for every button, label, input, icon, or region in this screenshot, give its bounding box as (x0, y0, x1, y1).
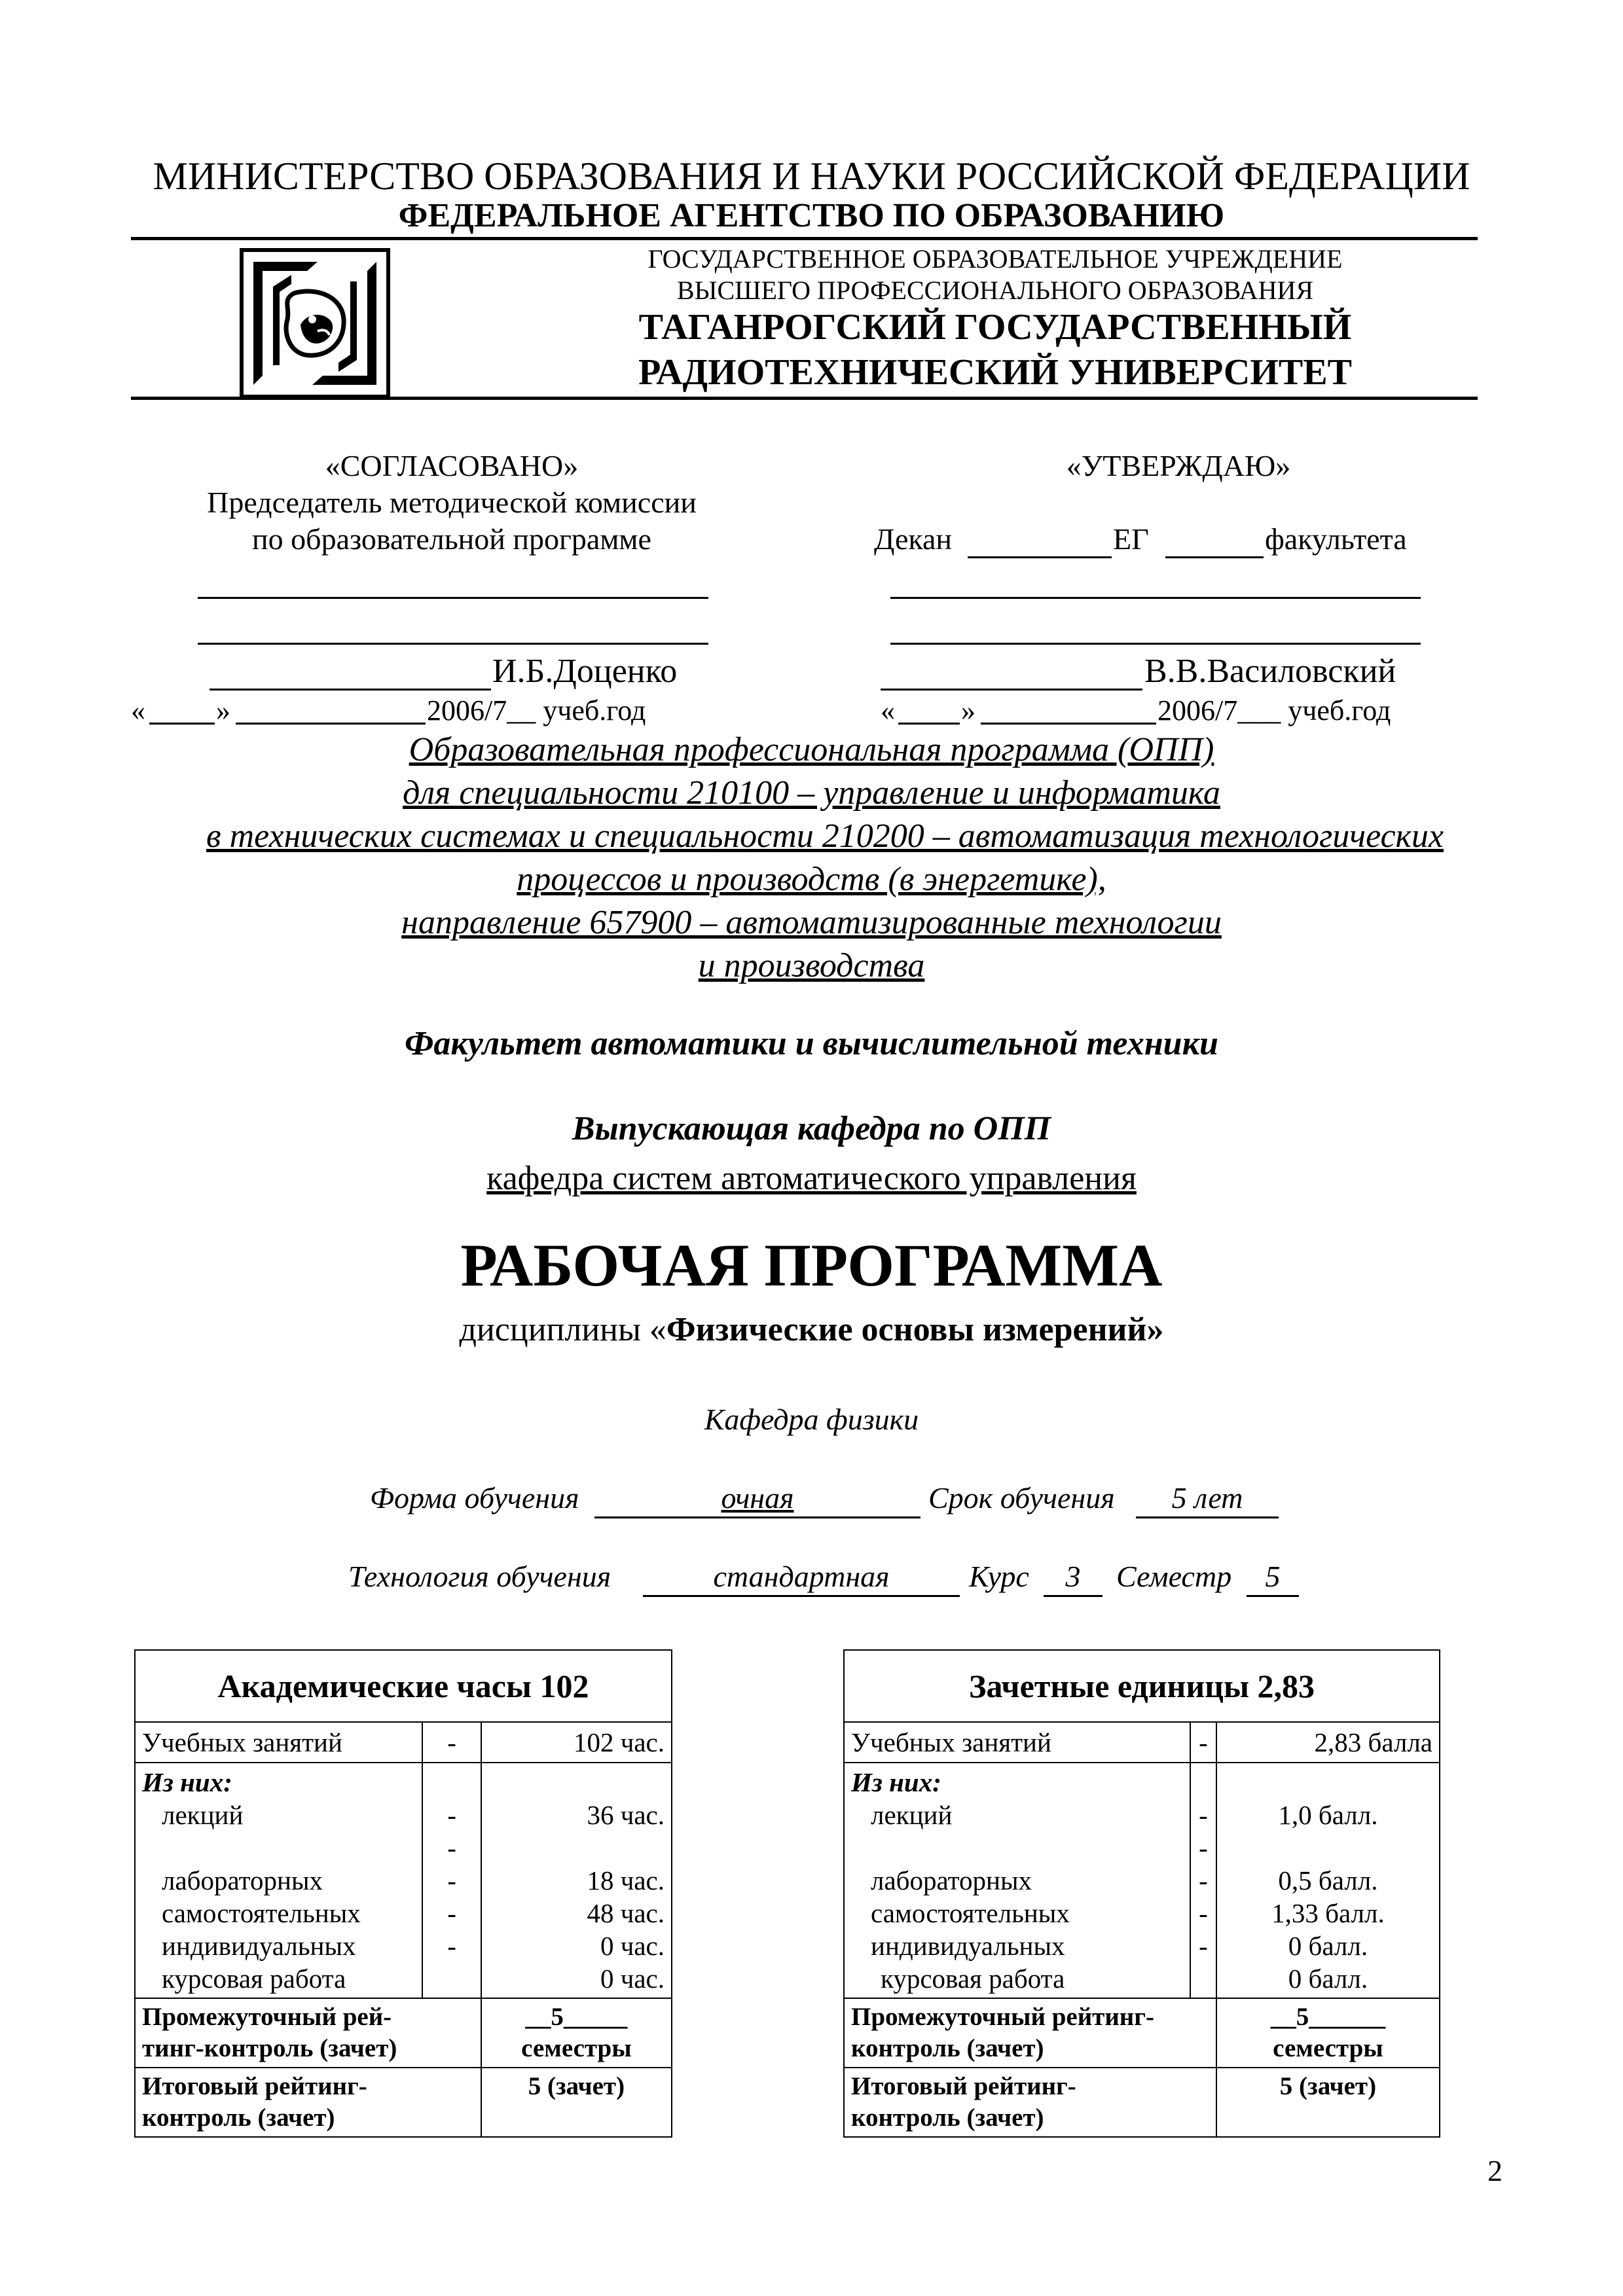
credits-value: 1,0 балл. (1278, 1800, 1378, 1830)
hours-value: 48 час. (587, 1898, 665, 1928)
credits-final-value: 5 (зачет) (1216, 2068, 1440, 2137)
credits-study-value: 2,83 балла (1216, 1722, 1440, 1763)
university-name-1: ТАГАНРОГСКИЙ ГОСУДАРСТВЕННЫЙ (638, 307, 1352, 348)
credits-items (844, 1763, 1190, 1998)
study-term-label: Срок обучения (928, 1481, 1115, 1515)
hours-item: индивидуальных (162, 1931, 356, 1961)
agreed-date-open: « (131, 694, 145, 726)
hours-final-row (135, 2068, 672, 2137)
hours-midterm-label-2: тинг-контроль (зачет) (142, 2034, 397, 2062)
hours-items (135, 1763, 422, 1998)
semester-label: Семестр (1116, 1560, 1232, 1593)
agency-title: ФЕДЕРАЛЬНОЕ АГЕНТСТВО ПО ОБРАЗОВАНИЮ (398, 197, 1225, 234)
approve-date-close: » (961, 694, 976, 726)
agreed-day-line (149, 723, 215, 725)
dean-faculty-abbr: ЕГ (1113, 522, 1149, 556)
hours-item: самостоятельных (162, 1898, 361, 1928)
credits-midterm-row (844, 1998, 1440, 2068)
semester-value: 5 (1265, 1560, 1281, 1593)
hours-item: лекций (162, 1800, 244, 1830)
dean-faculty-label: факультета (1265, 522, 1407, 556)
credits-final-label-2: контроль (зачет) (851, 2104, 1044, 2132)
credits-dash: - (1199, 1833, 1208, 1863)
university-name-2: РАДИОТЕХНИЧЕСКИЙ УНИВЕРСИТЕТ (638, 352, 1352, 393)
hours-study-row (135, 1722, 672, 1763)
approve-title: «УТВЕРЖДАЮ» (1066, 449, 1291, 482)
approve-signature-line-2 (890, 643, 1421, 645)
credits-item (851, 1831, 1183, 1864)
hours-value: 0 час. (600, 1931, 665, 1961)
credits-item: лекций (871, 1800, 953, 1830)
hours-item: курсовая работа (162, 1964, 346, 1994)
credits-values (1216, 1763, 1440, 1998)
hours-midterm-label (135, 1998, 481, 2068)
hours-final-label (135, 2068, 481, 2137)
approve-day-line (898, 723, 960, 725)
header-rule-bottom (131, 397, 1478, 400)
credits-value: 0,5 балл. (1278, 1865, 1378, 1895)
credits-value: 1,33 балл. (1271, 1898, 1385, 1928)
approve-year: 2006/7___ учеб.год (1158, 694, 1391, 726)
agreed-line-2: по образовательной программе (252, 522, 651, 556)
department-name: кафедра систем автоматического управления (486, 1160, 1137, 1197)
discipline-name: Физические основы измерений» (666, 1311, 1164, 1348)
study-form-value: очная (721, 1481, 794, 1515)
approve-month-line (981, 723, 1156, 725)
program-line-4: процессов и производств (в энергетике), (517, 861, 1106, 898)
credits-breakdown-row (844, 1763, 1440, 1998)
credits-final-row (844, 2068, 1440, 2137)
course-value: 3 (1065, 1560, 1081, 1593)
credits-table (843, 1649, 1440, 2138)
credits-dash: - (1199, 1898, 1208, 1928)
hours-table-title: Академические часы 102 (135, 1650, 672, 1722)
credits-midterm-value-1: __5______ (1270, 2003, 1386, 2031)
credits-study-row (844, 1722, 1440, 1763)
hours-dash: - (447, 1931, 456, 1961)
dean-line-2 (1165, 556, 1264, 558)
credits-dash (1197, 1962, 1209, 1995)
hours-dash: - (447, 1800, 456, 1830)
credits-midterm-label-1: Промежуточный рейтинг- (851, 2003, 1154, 2031)
agreed-title: «СОГЛАСОВАНО» (325, 449, 579, 482)
agreed-line-1: Председатель методической комиссии (207, 486, 697, 519)
hours-dash: - (447, 1865, 456, 1895)
credits-dash: - (1199, 1800, 1208, 1830)
hours-midterm-label-1: Промежуточный рей- (142, 2003, 392, 2031)
agreed-signature-line-2 (198, 643, 708, 645)
credits-dashes (1190, 1763, 1216, 1998)
credits-midterm-label (844, 1998, 1216, 2068)
credits-item: лабораторных (871, 1865, 1032, 1895)
hours-dash: - (447, 1833, 456, 1863)
credits-value (1224, 1831, 1432, 1864)
tech-label: Технология обучения (348, 1560, 611, 1593)
tech-value: стандартная (713, 1560, 890, 1593)
faculty-title: Факультет автоматики и вычислительной техники (405, 1025, 1218, 1062)
credits-item: индивидуальных (871, 1931, 1065, 1961)
hours-value: 36 час. (587, 1800, 665, 1830)
hours-study-value: 102 час. (481, 1722, 672, 1763)
hours-study-dash: - (422, 1722, 481, 1763)
hours-value (488, 1831, 665, 1864)
dean-line-1 (968, 556, 1112, 558)
credits-midterm-value-2: семестры (1273, 2034, 1383, 2062)
credits-midterm-label-2: контроль (зачет) (851, 2034, 1044, 2062)
hours-breakdown-row (135, 1763, 672, 1998)
discipline-line (0, 1310, 1623, 1349)
hours-midterm-value (481, 1998, 672, 2068)
institution-type-1: ГОСУДАРСТВЕННОЕ ОБРАЗОВАТЕЛЬНОЕ УЧРЕЖДЕНИЕ (647, 244, 1343, 274)
hours-midterm-value-2: семестры (521, 2034, 632, 2062)
agreed-signature-line-1 (198, 597, 708, 599)
credits-dash: - (1199, 1931, 1208, 1961)
agreed-date-close: » (216, 694, 230, 726)
program-line-5: направление 657900 – автоматизированные технологии (401, 904, 1222, 941)
page-number: 2 (1487, 2154, 1503, 2187)
hours-dash (429, 1962, 474, 1995)
credits-value: 0 балл. (1288, 1931, 1368, 1961)
hours-dash: - (447, 1898, 456, 1928)
agreed-signer: И.Б.Доценко (492, 653, 678, 690)
hours-final-label-1: Итоговый рейтинг- (142, 2072, 367, 2100)
hours-midterm-row (135, 1998, 672, 2068)
approve-signature-line-1 (890, 597, 1421, 599)
study-term-value: 5 лет (1171, 1481, 1243, 1515)
program-line-2: для специальности 210100 – управление и информатика (403, 774, 1220, 812)
credits-study-dash: - (1190, 1722, 1216, 1763)
program-line-6: и производства (698, 947, 925, 984)
hours-table (134, 1649, 672, 2138)
approve-signer: В.В.Василовский (1144, 653, 1396, 690)
study-form-line (594, 1516, 921, 1518)
tech-line (643, 1595, 960, 1597)
credits-dash: - (1199, 1865, 1208, 1895)
hours-midterm-value-1: __5_____ (525, 2003, 628, 2031)
approve-date-open: « (881, 694, 895, 726)
agreed-signer-line (210, 689, 491, 691)
credits-item: курсовая работа (881, 1964, 1065, 1994)
hours-of-them: Из них: (142, 1767, 232, 1797)
credits-table-title: Зачетные единицы 2,83 (844, 1650, 1440, 1722)
hours-study-label: Учебных занятий (135, 1722, 422, 1763)
hours-values (481, 1763, 672, 1998)
approve-signer-line (881, 689, 1142, 691)
study-form-label: Форма обучения (370, 1481, 579, 1515)
header-rule-top (131, 237, 1478, 240)
hours-item (142, 1831, 415, 1864)
discipline-prefix: дисциплины « (459, 1311, 666, 1348)
chair-name: Кафедра физики (704, 1403, 919, 1436)
dean-label: Декан (874, 522, 953, 556)
course-label: Курс (969, 1560, 1029, 1593)
ministry-title: МИНИСТЕРСТВО ОБРАЗОВАНИЯ И НАУКИ РОССИЙСКОЙ ФЕДЕРАЦИИ (153, 154, 1470, 198)
hours-value: 18 час. (587, 1865, 665, 1895)
credits-study-label: Учебных занятий (844, 1722, 1190, 1763)
credits-final-label (844, 2068, 1216, 2137)
hours-final-label-2: контроль (зачет) (142, 2104, 335, 2132)
hours-item: лабораторных (162, 1865, 323, 1895)
institution-type-2: ВЫСШЕГО ПРОФЕССИОНАЛЬНОГО ОБРАЗОВАНИЯ (676, 276, 1314, 305)
credits-final-label-1: Итоговый рейтинг- (851, 2072, 1076, 2100)
credits-midterm-value (1216, 1998, 1440, 2068)
course-line (1044, 1595, 1103, 1597)
semester-line (1247, 1595, 1299, 1597)
program-line-1: Образовательная профессиональная программа (ОПП) (409, 731, 1214, 768)
work-program-title: РАБОЧАЯ ПРОГРАММА (460, 1232, 1163, 1299)
credits-of-them: Из них: (851, 1767, 941, 1797)
study-term-line (1136, 1516, 1279, 1518)
credits-item: самостоятельных (871, 1898, 1070, 1928)
hours-dashes (422, 1763, 481, 1998)
department-title: Выпускающая кафедра по ОПП (572, 1110, 1051, 1147)
program-line-3: в технических системах и специальности 210200 – автоматизация технологических (206, 817, 1444, 855)
hours-final-value: 5 (зачет) (481, 2068, 672, 2137)
credits-value: 0 балл. (1288, 1964, 1368, 1994)
agreed-year: 2006/7__ учеб.год (427, 694, 646, 726)
agreed-month-line (236, 723, 426, 725)
university-logo (239, 247, 391, 399)
hours-value: 0 час. (600, 1964, 665, 1994)
